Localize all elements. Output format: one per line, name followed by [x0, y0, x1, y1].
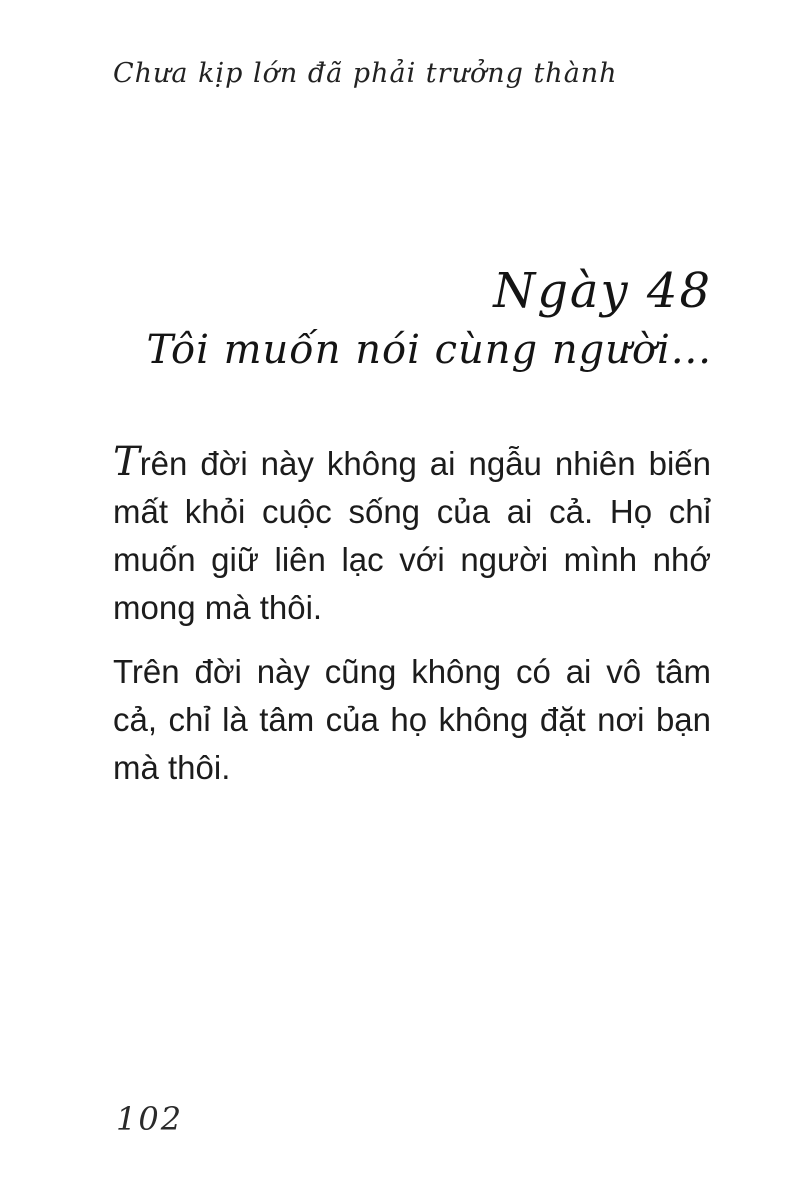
running-header: Chưa kịp lớn đã phải trưởng thành — [113, 58, 618, 89]
paragraph-1-initial-letter: T — [113, 439, 140, 485]
paragraph-1 — [113, 440, 711, 632]
chapter-heading — [146, 262, 712, 376]
page-number: 102 — [116, 1100, 184, 1138]
chapter-subtitle: Tôi muốn nói cùng người... — [146, 327, 712, 373]
paragraph-2: Trên đời này cũng không có ai vô tâm cả, chỉ là tâm của họ không đặt nơi bạn mà thôi. — [113, 653, 711, 786]
chapter-title: Ngày 48 — [493, 263, 712, 319]
body-text — [113, 440, 711, 808]
paragraph-1-text: rên đời này không ai ngẫu nhiên biến mất khỏi cuộc sống của ai cả. Họ chỉ muốn giữ liên lạc với người mình nhớ mong mà thôi. — [113, 445, 711, 626]
